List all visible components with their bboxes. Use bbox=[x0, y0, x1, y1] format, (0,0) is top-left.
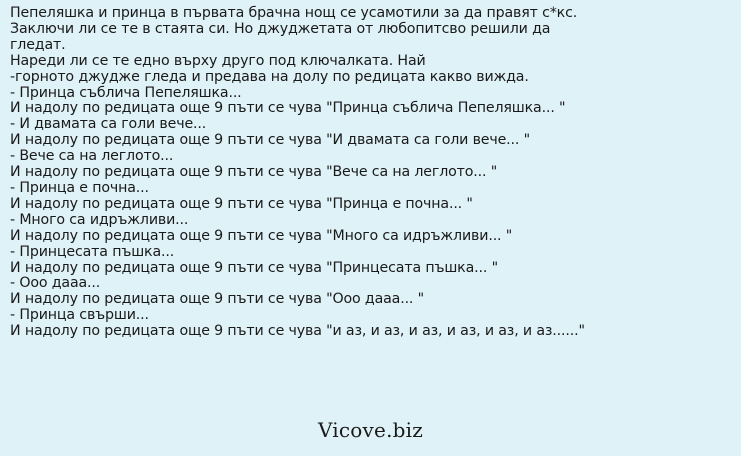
joke-line: И надолу по редицата още 9 пъти се чува "Принца съблича Пепеляшка... " bbox=[10, 100, 566, 117]
joke-line: - Принца е почна... bbox=[10, 179, 149, 196]
site-watermark: Vicove.biz bbox=[318, 418, 423, 442]
joke-line: И надолу по редицата още 9 пъти се чува "Много са идръжливи... " bbox=[10, 227, 513, 244]
joke-line: - Много са идръжливи... bbox=[10, 211, 189, 228]
joke-line: - Вече са на леглото... bbox=[10, 148, 174, 165]
joke-line: И надолу по редицата още 9 пъти се чува "Принцесата пъшка... " bbox=[10, 259, 498, 276]
joke-line: - Принца съблича Пепеляшка... bbox=[10, 84, 242, 101]
joke-line: И надолу по редицата още 9 пъти се чува "Вече са на леглото... " bbox=[10, 164, 498, 181]
joke-line: гледат. bbox=[10, 36, 66, 53]
joke-line: - Ооо дааа... bbox=[10, 275, 101, 292]
joke-line: Нареди ли се те едно върху друго под ключалката. Най bbox=[10, 52, 426, 69]
joke-line: - Принцесата пъшка... bbox=[10, 243, 175, 260]
joke-line: И надолу по редицата още 9 пъти се чува "и аз, и аз, и аз, и аз, и аз, и аз......" bbox=[10, 323, 585, 340]
joke-line: Пепеляшка и принца в първата брачна нощ се усамотили за да правят с*кс. bbox=[10, 5, 578, 21]
joke-line: И надолу по редицата още 9 пъти се чува "Ооо дааа... " bbox=[10, 291, 425, 308]
joke-line: И надолу по редицата още 9 пъти се чува "И двамата са голи вече... " bbox=[10, 132, 530, 149]
joke-line: -горното джудже гледа и предава на долу по редицата какво вижда. bbox=[10, 68, 529, 85]
joke-line: - Принца свърши... bbox=[10, 307, 149, 324]
joke-line: Заключи ли се те в стаята си. Но джуджетата от любопитсво решили да bbox=[10, 20, 551, 37]
joke-line: - И двамата са голи вече... bbox=[10, 116, 207, 133]
joke-line: И надолу по редицата още 9 пъти се чува "Принца е почна... " bbox=[10, 195, 473, 212]
joke-text bbox=[10, 6, 730, 340]
